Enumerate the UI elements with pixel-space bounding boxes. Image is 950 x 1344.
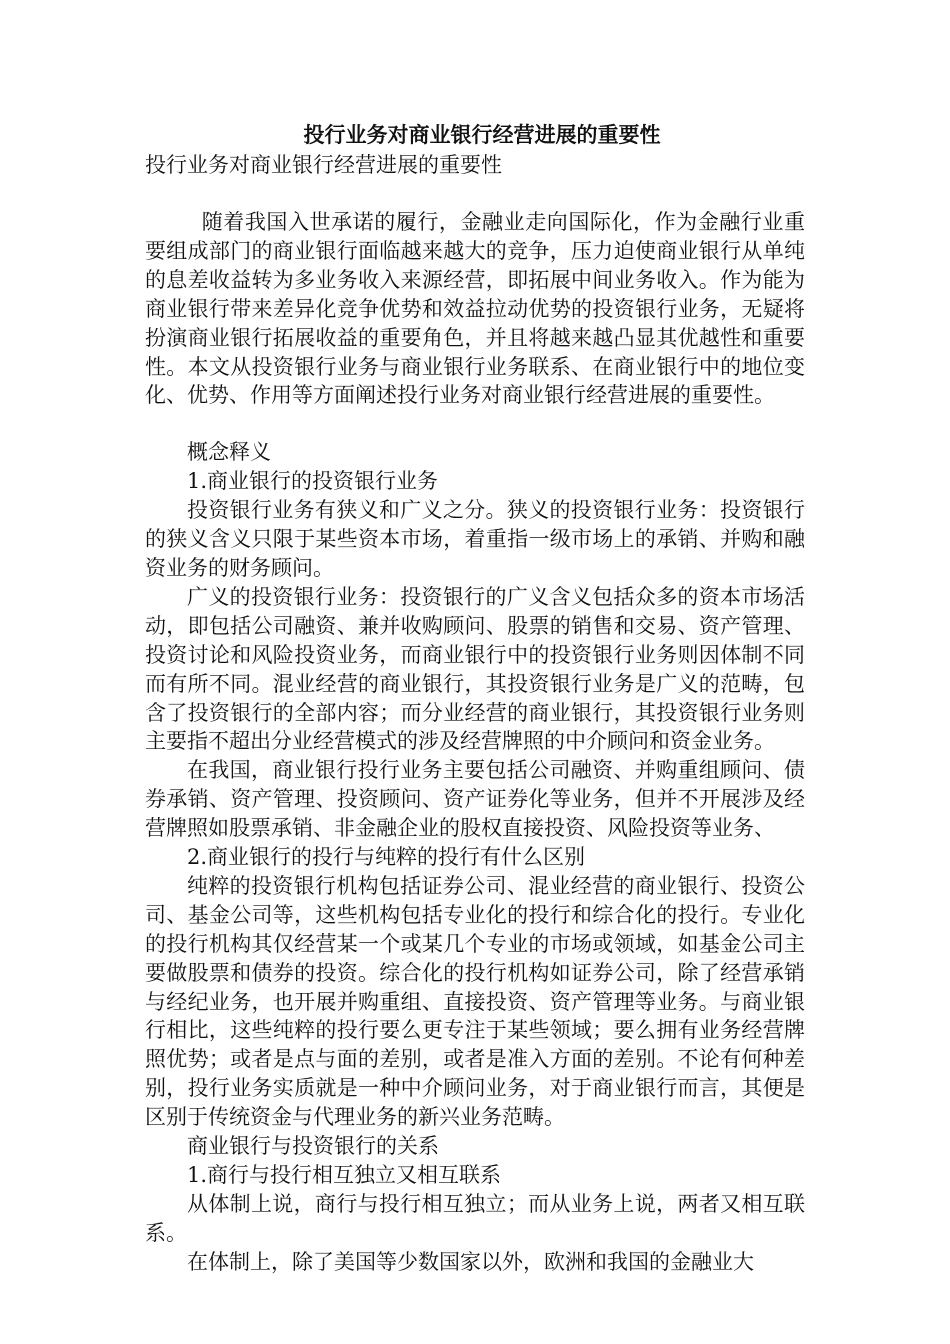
subsection-heading-difference: 2.商业银行的投行与纯粹的投行有什么区别 [187, 845, 586, 870]
subsection-heading-independence: 1.商行与投行相互独立又相互联系 [187, 1163, 502, 1187]
document-subtitle: 投行业务对商业银行经营进展的重要性 [145, 153, 502, 177]
section-heading-concepts: 概念释义 [187, 440, 271, 465]
blank-line [145, 410, 805, 438]
paragraph-system-detail: 在体制上，除了美国等少数国家以外，欧洲和我国的金融业大 [187, 1249, 754, 1274]
intro-paragraph: 随着我国入世承诺的履行，金融业走向国际化，作为金融行业重要组成部门的商业银行面临越来越大的竞争，压力迫使商业银行从单纯的息差收益转为多业务收入来源经营，即拓展中间业务收入。作为能为商业银行带来差异化竞争优势和效益拉动优势的投资银行业务，无疑将扮演商业银行拓展收益的重要角色，并且将越来越凸显其优越性和重要性。本文从投资银行业务与商业银行业务联系、在商业银行中的地位变化、优势、作用等方面阐述投行业务对商业银行经营进展的重要性。 [145, 210, 805, 408]
blank-line [145, 180, 805, 208]
paragraph-china-scope: 在我国，商业银行投行业务主要包括公司融资、并购重组顾问、债券承销、资产管理、投资顾问、资产证券化等业务，但并不开展涉及经营牌照如股票承销、非金融企业的股权直接投资、风险投资等业务、 [145, 758, 805, 841]
section-heading-relationship: 商业银行与投资银行的关系 [187, 1134, 439, 1159]
paragraph-broad-definition: 广义的投资银行业务：投资银行的广义含义包括众多的资本市场活动，即包括公司融资、兼并收购顾问、股票的销售和交易、资产管理、投资讨论和风险投资业务，而商业银行中的投资银行业务则因体制不同而有所不同。混业经营的商业银行，其投资银行业务是广义的范畴，包含了投资银行的全部内容；而分业经营的商业银行，其投资银行业务则主要指不超出分业经营模式的涉及经营牌照的中介顾问和资金业务。 [145, 584, 805, 754]
paragraph-narrow-definition: 投资银行业务有狭义和广义之分。狭义的投资银行业务：投资银行的狭义含义只限于某些资本市场，着重指一级市场上的承销、并购和融资业务的财务顾问。 [145, 498, 805, 580]
paragraph-pure-investment-banks: 纯粹的投资银行机构包括证券公司、混业经营的商业银行、投资公司、基金公司等，这些机构包括专业化的投行和综合化的投行。专业化的投行机构其仅经营某一个或某几个专业的市场或领域，如基金公司主要做股票和债券的投资。综合化的投行机构如证券公司，除了经营承销与经纪业务，也开展并购重组、直接投资、资产管理等业务。与商业银行相比，这些纯粹的投行要么更专注于某些领域；要么拥有业务经营牌照优势；或者是点与面的差别，或者是准入方面的差别。不论有何种差别，投行业务实质就是一种中介顾问业务，对于商业银行而言，其便是区别于传统资金与代理业务的新兴业务范畴。 [145, 873, 805, 1130]
document-body [145, 120, 805, 1277]
document-title: 投行业务对商业银行经营进展的重要性 [303, 122, 661, 147]
paragraph-system-business: 从体制上说，商行与投行相互独立；而从业务上说，两者又相互联系。 [145, 1191, 805, 1245]
subsection-heading-ib-business: 1.商业银行的投资银行业务 [187, 469, 439, 494]
